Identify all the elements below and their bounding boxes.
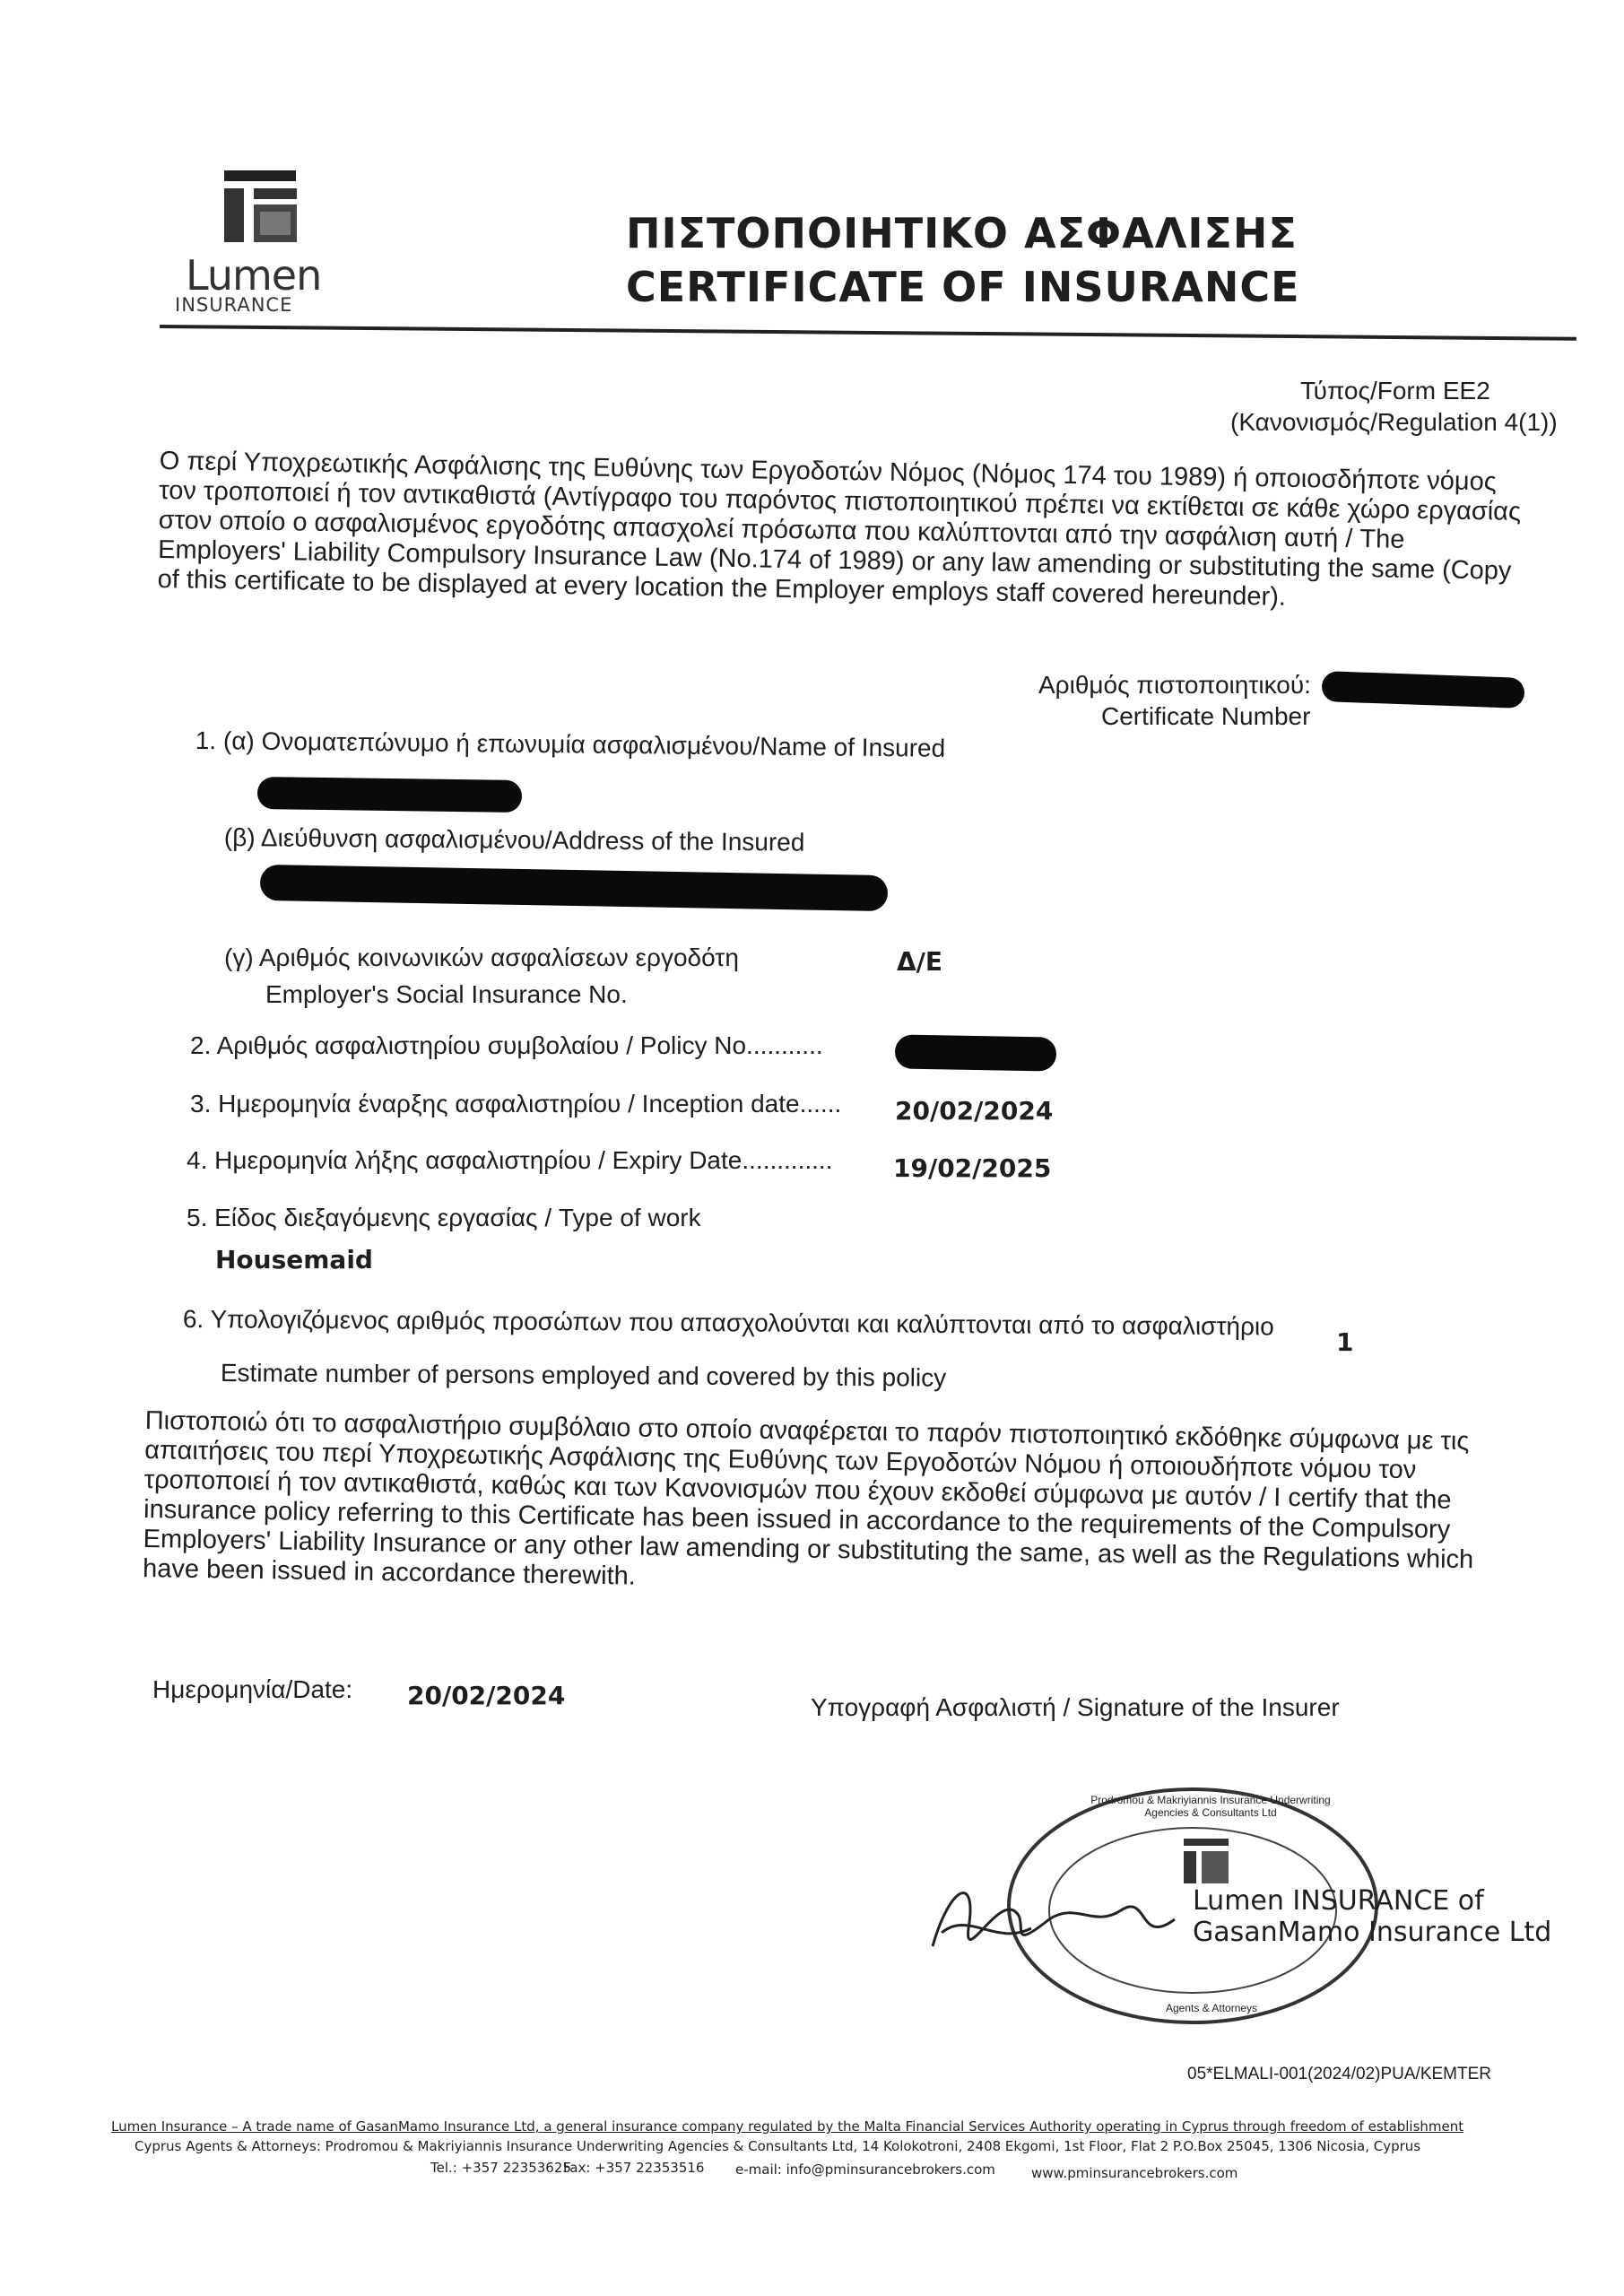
footer-line-2: Cyprus Agents & Attorneys: Prodromou & Makriyiannis Insurance Underwriting Agencies & Consultants Ltd, 14 Kolokotroni, 2408 Ekgomi, 1st Floor, Flat 2 P.O.Box 25045, 1306 Nicosia, Cyprus (135, 2138, 1421, 2154)
title-greek: ΠΙΣΤΟΠΟΙΗΤΙΚΟ ΑΣΦΑΛΙΣΗΣ (626, 209, 1298, 257)
footer-tel: Tel.: +357 22353625 (430, 2160, 571, 2176)
expiry-date-label: 4. Ημερομηνία λήξης ασφαλιστηρίου / Expiry Date............. (187, 1146, 833, 1174)
certificate-number-label-english: Certificate Number (1101, 702, 1311, 730)
logo-name: Lumen (186, 251, 322, 300)
persons-employed-label-greek: 6. Υπολογιζόμενος αριθμός προσώπων που απασχολούνται και καλύπτονται από το ασφαλιστήριο (182, 1305, 1274, 1341)
persons-employed-label-english: Estimate number of persons employed and covered by this policy (220, 1359, 947, 1392)
certification-paragraph: Πιστοποιώ ότι το ασφαλιστήριο συμβόλαιο στο οποίο αναφέρεται το παρόν πιστοποιητικό εκδόθηκε σύμφωνα με τις απαιτήσεις του περί Υποχρεωτικής Ασφάλισης της Ευθύνης των Εργοδοτών Νόμου ή οποιουδήποτε νόμου τον τροποποιεί ή τον αντικαθιστά, καθώς και των Κανονισμών που έχουν εκδοθεί σύμφωνα με αυτόν / I certify that the insurance policy referring to this Certificate has been issued in accordance to the requirements of the Compulsory Employers' Liability Insurance or any other law amending or substituting the same, as well as the Regulations which have been issued in accordance therewith. (142, 1406, 1474, 1591)
footer-fax: Fax: +357 22353516 (563, 2160, 705, 2176)
stamp-ring-text: Prodromou & Makriyiannis Insurance Underwriting Agencies & Consultants Ltd (1090, 1794, 1331, 1819)
logo-subtitle: INSURANCE (175, 294, 293, 316)
expiry-date-value: 19/02/2025 (893, 1153, 1052, 1183)
date-label: Ημερομηνία/Date: (152, 1675, 353, 1703)
footer-line-1: Lumen Insurance – A trade name of GasanMamo Insurance Ltd, a general insurance company regulated by the Malta Financial Services Authority operating in Cyprus through freedom of establishment (111, 2118, 1464, 2135)
form-code: Τύπος/Form EE2 (1300, 377, 1490, 404)
stamp-bottom-text: Agents & Attorneys (1166, 2002, 1258, 2014)
certificate-number-label-greek: Αριθμός πιστοποιητικού: (1038, 671, 1311, 699)
title-english: CERTIFICATE OF INSURANCE (626, 263, 1300, 311)
inception-date-label: 3. Ημερομηνία έναρξης ασφαλιστηρίου / Inception date...... (190, 1090, 842, 1118)
form-regulation: (Κανονισμός/Regulation 4(1)) (1230, 408, 1558, 436)
type-of-work-value: Housemaid (215, 1245, 373, 1274)
name-of-insured-label: 1. (α) Ονοματεπώνυμο ή επωνυμία ασφαλισμένου/Name of Insured (195, 726, 946, 762)
footer-website[interactable]: www.pminsurancebrokers.com (1031, 2165, 1238, 2181)
social-insurance-label-greek: (γ) Αριθμός κοινωνικών ασφαλίσεων εργοδότη (224, 944, 739, 971)
type-of-work-label: 5. Είδος διεξαγόμενης εργασίας / Type of work (187, 1204, 701, 1231)
policy-number-redaction (895, 1034, 1057, 1071)
intro-paragraph: Ο περί Υποχρεωτικής Ασφάλισης της Ευθύνης των Εργοδοτών Νόμος (Νόμος 174 του 1989) ή οποιοσδήποτε νόμος τον τροποποιεί ή τον αντικαθιστά (Αντίγραφο του παρόντος πιστοποιητικού πρέπει να εκτίθεται σε κάθε χώρο εργασίας στον οποίο ο ασφαλισμένος εργοδότης απασχολεί πρόσωπα που καλύπτονται από την ασφάλιση αυτή / The Employers' Liability Compulsory Insurance Law (No.174 of 1989) or any law amending or substituting the same (Copy of this certificate to be displayed at every location the Employer employs staff covered hereunder). (157, 447, 1522, 612)
address-of-insured-label: (β) Διεύθυνση ασφαλισμένου/Address of the Insured (223, 823, 805, 857)
name-of-insured-redaction (257, 777, 522, 813)
certificate-number-redaction (1321, 671, 1524, 709)
address-of-insured-redaction (260, 865, 889, 911)
header-divider (160, 325, 1576, 341)
social-insurance-value: Δ/Ε (897, 947, 943, 977)
persons-employed-value: 1 (1336, 1327, 1354, 1357)
policy-number-label: 2. Αριθμός ασφαλιστηρίου συμβολαίου / Policy No........... (190, 1031, 823, 1059)
social-insurance-label-english: Employer's Social Insurance No. (265, 980, 628, 1008)
reference-code: 05*ELMALI-001(2024/02)PUA/KEMTER (1187, 2065, 1491, 2083)
date-value: 20/02/2024 (407, 1681, 566, 1710)
inception-date-value: 20/02/2024 (895, 1096, 1054, 1126)
footer-email[interactable]: e-mail: info@pminsurancebrokers.com (735, 2161, 995, 2178)
stamp-inner-text: Lumen INSURANCE of GasanMamo Insurance Ltd (1193, 1885, 1552, 1948)
signature-label: Υπογραφή Ασφαλιστή / Signature of the Insurer (811, 1693, 1340, 1721)
